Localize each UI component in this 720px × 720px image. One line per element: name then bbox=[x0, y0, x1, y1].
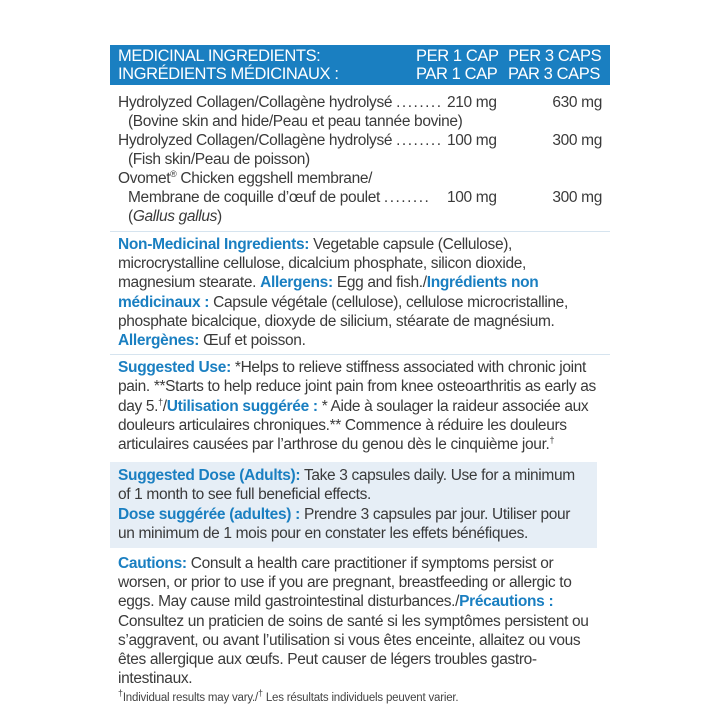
allergens-label-en: Allergens: bbox=[260, 274, 333, 292]
ingredient-row bbox=[110, 131, 610, 150]
ingredient-source: (Fish skin/Peau de poisson) bbox=[128, 151, 310, 168]
suggested-use-text-en: *Helps to relieve stiffness associated with chronic joint pain. **Starts to help reduce joint pain from knee osteoarthritis as early as day 5. bbox=[118, 359, 596, 415]
suggested-dose-label-fr: Dose suggérée (adultes) : bbox=[118, 505, 300, 523]
cautions-section bbox=[110, 551, 610, 690]
header-per1-fr: PAR 1 CAP bbox=[416, 65, 498, 83]
cautions-label-fr: Précautions : bbox=[459, 593, 554, 611]
dagger-symbol: † bbox=[549, 434, 555, 445]
cautions-label-en: Cautions: bbox=[118, 555, 187, 573]
suggested-use-label-fr: Utilisation suggérée : bbox=[166, 397, 318, 415]
header-per3-fr: PAR 3 CAPS bbox=[508, 65, 600, 83]
cautions-text-fr: Consultez un praticien de soins de santé si les symptômes persistent ou s’aggravent, ou avant l’utilisation si vous êtes enceinte, allaitez ou vous êtes allergique aux œufs. Peut causer de légers troubles gastro-intestinaux. bbox=[118, 612, 589, 688]
suggested-dose-text-fr: Prendre 3 capsules par jour. Utiliser pour un minimum de 1 mois pour en constater les effets bénéfiques. bbox=[118, 505, 571, 542]
leader-dots: ........ bbox=[396, 132, 443, 149]
ingredient-source-row bbox=[110, 207, 610, 226]
allergens-text-en: Egg and fish./ bbox=[332, 274, 427, 292]
ingredient-row bbox=[110, 93, 610, 112]
suggested-dose-fr bbox=[118, 505, 589, 543]
paren-open: ( bbox=[128, 208, 133, 225]
suggested-dose-en bbox=[118, 466, 589, 504]
amount-per-1-cap: 100 mg bbox=[447, 189, 497, 206]
suggested-use-section bbox=[110, 355, 610, 456]
suggested-dose-label-en: Suggested Dose (Adults): bbox=[118, 467, 301, 485]
medicinal-ingredients-list bbox=[110, 85, 610, 226]
ingredient-source-row bbox=[110, 150, 610, 169]
separator-slash: / bbox=[162, 397, 167, 415]
header-per-3-caps-column bbox=[508, 47, 601, 83]
ingredient-name-fr: Membrane de coquille d’œuf de poulet bbox=[128, 189, 380, 206]
amount-per-3-caps: 300 mg bbox=[552, 189, 602, 206]
amount-per-1-cap: 100 mg bbox=[447, 132, 497, 149]
header-per1-en: PER 1 CAP bbox=[416, 47, 499, 65]
ingredient-name: Hydrolyzed Collagen/Collagène hydrolysé bbox=[118, 94, 393, 111]
allergens-text-fr: Œuf et poisson. bbox=[199, 332, 306, 350]
header-per-1-cap-column bbox=[416, 47, 499, 83]
non-medicinal-label-fr: Ingrédients non médicinaux : bbox=[118, 274, 539, 311]
leader-dots: ........ bbox=[383, 189, 431, 206]
suggested-dose-box bbox=[110, 462, 597, 548]
ingredient-name-rest: Chicken eggshell membrane/ bbox=[176, 170, 373, 187]
header-label-en: MEDICINAL INGREDIENTS: bbox=[118, 47, 321, 65]
cautions-text-en: Consult a health care practitioner if symptoms persist or worsen, or prior to use if you are pregnant, breastfeeding or allergic to eggs. May cause mild gastrointestinal disturbances./ bbox=[118, 555, 572, 611]
amount-per-1-cap: 210 mg bbox=[447, 94, 497, 111]
ingredient-row bbox=[110, 169, 610, 188]
leader-dots: ........ bbox=[396, 94, 443, 111]
ingredient-name-line-2 bbox=[128, 188, 430, 207]
ingredient-row bbox=[110, 188, 610, 207]
suggested-use-label-en: Suggested Use: bbox=[118, 359, 231, 377]
amount-per-3-caps: 630 mg bbox=[552, 94, 602, 111]
ingredient-brand: Ovomet bbox=[118, 170, 171, 187]
allergens-label-fr: Allergènes: bbox=[118, 332, 200, 350]
non-medicinal-label-en: Non-Medicinal Ingredients: bbox=[118, 236, 310, 253]
paren-close: ) bbox=[217, 208, 222, 225]
header-per3-en: PER 3 CAPS bbox=[508, 47, 602, 65]
registered-trademark-symbol: ® bbox=[170, 168, 177, 179]
supplement-facts-panel bbox=[110, 45, 610, 706]
footnote bbox=[110, 690, 610, 706]
dagger-symbol: † bbox=[258, 688, 263, 699]
non-medicinal-text-en: Vegetable capsule (Cellulose), microcrystalline cellulose, dicalcium phosphate, silicon dioxide, magnesium stearate. bbox=[118, 236, 527, 292]
footnote-text-en: Individual results may vary./ bbox=[122, 692, 259, 705]
footnote-text-fr: Les résultats individuels peuvent varier. bbox=[262, 692, 459, 705]
ingredient-name: Hydrolyzed Collagen/Collagène hydrolysé bbox=[118, 132, 393, 149]
dagger-symbol: † bbox=[158, 396, 163, 407]
suggested-dose-text-en: Take 3 capsules daily. Use for a minimum of 1 month to see full beneficial effects. bbox=[118, 467, 575, 504]
header-ingredients-column bbox=[118, 47, 339, 83]
ingredient-name-line bbox=[118, 93, 443, 112]
ingredients-table-header bbox=[110, 45, 610, 85]
non-medicinal-ingredients-section bbox=[110, 232, 610, 352]
ingredient-source-row bbox=[110, 112, 610, 131]
species-name: Gallus gallus bbox=[132, 208, 218, 225]
header-label-fr: INGRÉDIENTS MÉDICINAUX : bbox=[118, 65, 339, 83]
suggested-use-text-fr: * Aide à soulager la raideur associée aux douleurs articulaires chroniques.** Commence à réduire les douleurs articulaires causées par l’arthrose du genou dès le cinquième jour. bbox=[118, 397, 589, 454]
ingredient-source: (Bovine skin and hide/Peau et peau tannée bovine) bbox=[128, 113, 463, 130]
ingredient-source bbox=[128, 207, 222, 226]
ingredient-name-line bbox=[118, 131, 443, 150]
ingredient-name-line-1 bbox=[118, 169, 372, 188]
dagger-symbol: † bbox=[118, 688, 123, 699]
amount-per-3-caps: 300 mg bbox=[552, 132, 602, 149]
non-medicinal-text-fr: Capsule végétale (cellulose), cellulose microcristalline, phosphate bicalcique, dioxyde de silicium, stéarate de magnésium. bbox=[118, 293, 568, 330]
